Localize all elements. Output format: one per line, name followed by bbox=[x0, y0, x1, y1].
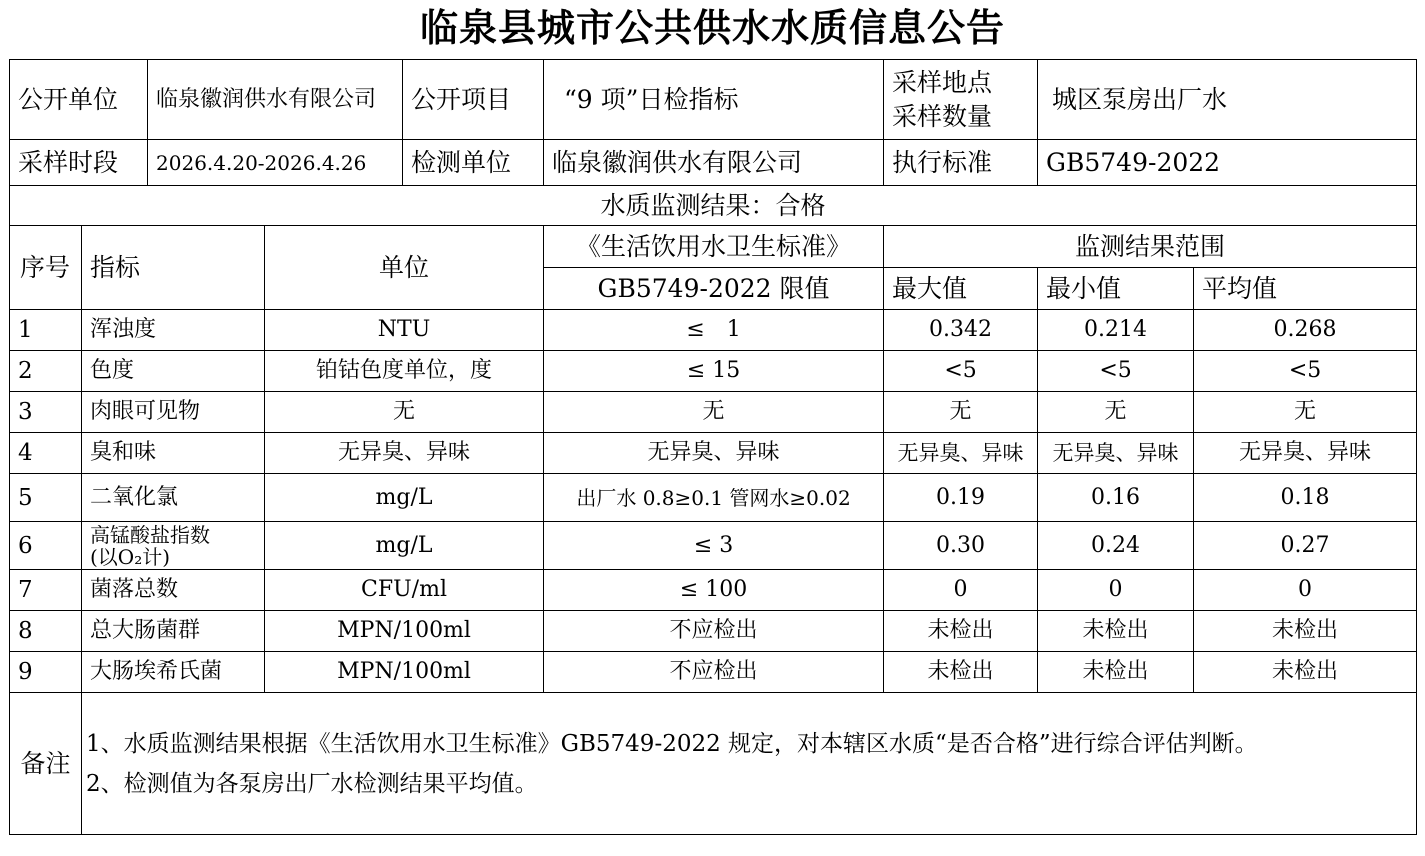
row-max: 0.342 bbox=[884, 310, 1038, 351]
row-limit: 不应检出 bbox=[544, 611, 884, 652]
standard-label: 执行标准 bbox=[884, 140, 1038, 186]
row-seq: 5 bbox=[10, 474, 82, 522]
row-avg: 0.268 bbox=[1194, 310, 1417, 351]
row-avg: 0 bbox=[1194, 570, 1417, 611]
row-min: 0.24 bbox=[1038, 522, 1194, 570]
row-unit: mg/L bbox=[265, 522, 544, 570]
header-min: 最小值 bbox=[1038, 268, 1194, 310]
row-limit: 无异臭、异味 bbox=[544, 433, 884, 474]
row-max: 未检出 bbox=[884, 611, 1038, 652]
period-value: 2026.4.20-2026.4.26 bbox=[148, 140, 403, 186]
info-row-1 bbox=[10, 60, 1417, 140]
row-avg: 0.18 bbox=[1194, 474, 1417, 522]
row-unit: MPN/100ml bbox=[265, 652, 544, 693]
row-indicator: 肉眼可见物 bbox=[82, 392, 265, 433]
row-min: 未检出 bbox=[1038, 652, 1194, 693]
row-unit: MPN/100ml bbox=[265, 611, 544, 652]
row-seq: 1 bbox=[10, 310, 82, 351]
header-unit: 单位 bbox=[265, 226, 544, 310]
row-unit: NTU bbox=[265, 310, 544, 351]
row-limit: ≤ 3 bbox=[544, 522, 884, 570]
result-row bbox=[10, 186, 1417, 226]
row-avg: 无 bbox=[1194, 392, 1417, 433]
row-avg: 未检出 bbox=[1194, 652, 1417, 693]
header-range: 监测结果范围 bbox=[884, 226, 1417, 268]
notes-label: 备注 bbox=[10, 693, 82, 835]
table-row bbox=[10, 433, 1417, 474]
row-seq: 6 bbox=[10, 522, 82, 570]
table-row bbox=[10, 522, 1417, 570]
header-limit-line1: 《生活饮用水卫生标准》 bbox=[544, 226, 884, 268]
row-seq: 7 bbox=[10, 570, 82, 611]
item-label: 公开项目 bbox=[403, 60, 544, 140]
result-line: 水质监测结果：合格 bbox=[10, 186, 1417, 226]
header-indicator: 指标 bbox=[82, 226, 265, 310]
note-line-2: 2、检测值为各泵房出厂水检测结果平均值。 bbox=[86, 770, 538, 797]
row-min: <5 bbox=[1038, 351, 1194, 392]
row-avg: <5 bbox=[1194, 351, 1417, 392]
info-row-2 bbox=[10, 140, 1417, 186]
publisher-value: 临泉徽润供水有限公司 bbox=[148, 60, 403, 140]
table-row bbox=[10, 392, 1417, 433]
notes-row bbox=[10, 693, 1417, 835]
header-seq: 序号 bbox=[10, 226, 82, 310]
row-min: 无 bbox=[1038, 392, 1194, 433]
row-indicator: 色度 bbox=[82, 351, 265, 392]
page-title: 临泉县城市公共供水水质信息公告 bbox=[419, 6, 1005, 50]
row-max: 0.30 bbox=[884, 522, 1038, 570]
item-value: “9 项”日检指标 bbox=[544, 60, 884, 140]
row-unit: CFU/ml bbox=[265, 570, 544, 611]
site-value: 城区泵房出厂水 bbox=[1038, 60, 1417, 140]
row-min: 0.16 bbox=[1038, 474, 1194, 522]
row-indicator: 二氧化氯 bbox=[82, 474, 265, 522]
table-row bbox=[10, 652, 1417, 693]
row-unit: 无异臭、异味 bbox=[265, 433, 544, 474]
row-seq: 9 bbox=[10, 652, 82, 693]
row-max: <5 bbox=[884, 351, 1038, 392]
row-limit: ≤ 15 bbox=[544, 351, 884, 392]
header-limit-line2: GB5749-2022 限值 bbox=[544, 268, 884, 310]
publisher-label: 公开单位 bbox=[10, 60, 148, 140]
table-row bbox=[10, 351, 1417, 392]
row-min: 0 bbox=[1038, 570, 1194, 611]
row-limit: 不应检出 bbox=[544, 652, 884, 693]
row-seq: 3 bbox=[10, 392, 82, 433]
row-limit: 无 bbox=[544, 392, 884, 433]
row-indicator: 高锰酸盐指数(以O₂计) bbox=[82, 522, 265, 570]
lab-value: 临泉徽润供水有限公司 bbox=[544, 140, 884, 186]
row-seq: 2 bbox=[10, 351, 82, 392]
row-max: 无 bbox=[884, 392, 1038, 433]
table-row bbox=[10, 611, 1417, 652]
period-label: 采样时段 bbox=[10, 140, 148, 186]
header-max: 最大值 bbox=[884, 268, 1038, 310]
lab-label: 检测单位 bbox=[403, 140, 544, 186]
row-limit: ≤ 100 bbox=[544, 570, 884, 611]
row-unit: 无 bbox=[265, 392, 544, 433]
row-indicator: 大肠埃希氏菌 bbox=[82, 652, 265, 693]
row-max: 未检出 bbox=[884, 652, 1038, 693]
row-indicator: 浑浊度 bbox=[82, 310, 265, 351]
table-row bbox=[10, 474, 1417, 522]
header-avg: 平均值 bbox=[1194, 268, 1417, 310]
row-limit: 出厂水 0.8≥0.1 管网水≥0.02 bbox=[544, 474, 884, 522]
water-quality-table bbox=[9, 59, 1417, 835]
row-avg: 无异臭、异味 bbox=[1194, 433, 1417, 474]
row-max: 0 bbox=[884, 570, 1038, 611]
row-unit: 铂钴色度单位，度 bbox=[265, 351, 544, 392]
row-min: 未检出 bbox=[1038, 611, 1194, 652]
row-indicator: 总大肠菌群 bbox=[82, 611, 265, 652]
row-limit: ≤ 1 bbox=[544, 310, 884, 351]
note-line-1: 1、水质监测结果根据《生活饮用水卫生标准》GB5749-2022 规定，对本辖区水质“是否合格”进行综合评估判断。 bbox=[86, 730, 1258, 757]
row-avg: 未检出 bbox=[1194, 611, 1417, 652]
notes-content bbox=[82, 693, 1417, 835]
row-indicator: 臭和味 bbox=[82, 433, 265, 474]
standard-value: GB5749-2022 bbox=[1038, 140, 1417, 186]
row-seq: 8 bbox=[10, 611, 82, 652]
site-label: 采样地点 采样数量 bbox=[884, 60, 1038, 140]
row-min: 无异臭、异味 bbox=[1038, 433, 1194, 474]
table-row bbox=[10, 310, 1417, 351]
row-max: 0.19 bbox=[884, 474, 1038, 522]
row-avg: 0.27 bbox=[1194, 522, 1417, 570]
header-row-1 bbox=[10, 226, 1417, 268]
row-seq: 4 bbox=[10, 433, 82, 474]
row-min: 0.214 bbox=[1038, 310, 1194, 351]
table-row bbox=[10, 570, 1417, 611]
row-unit: mg/L bbox=[265, 474, 544, 522]
row-max: 无异臭、异味 bbox=[884, 433, 1038, 474]
row-indicator: 菌落总数 bbox=[82, 570, 265, 611]
